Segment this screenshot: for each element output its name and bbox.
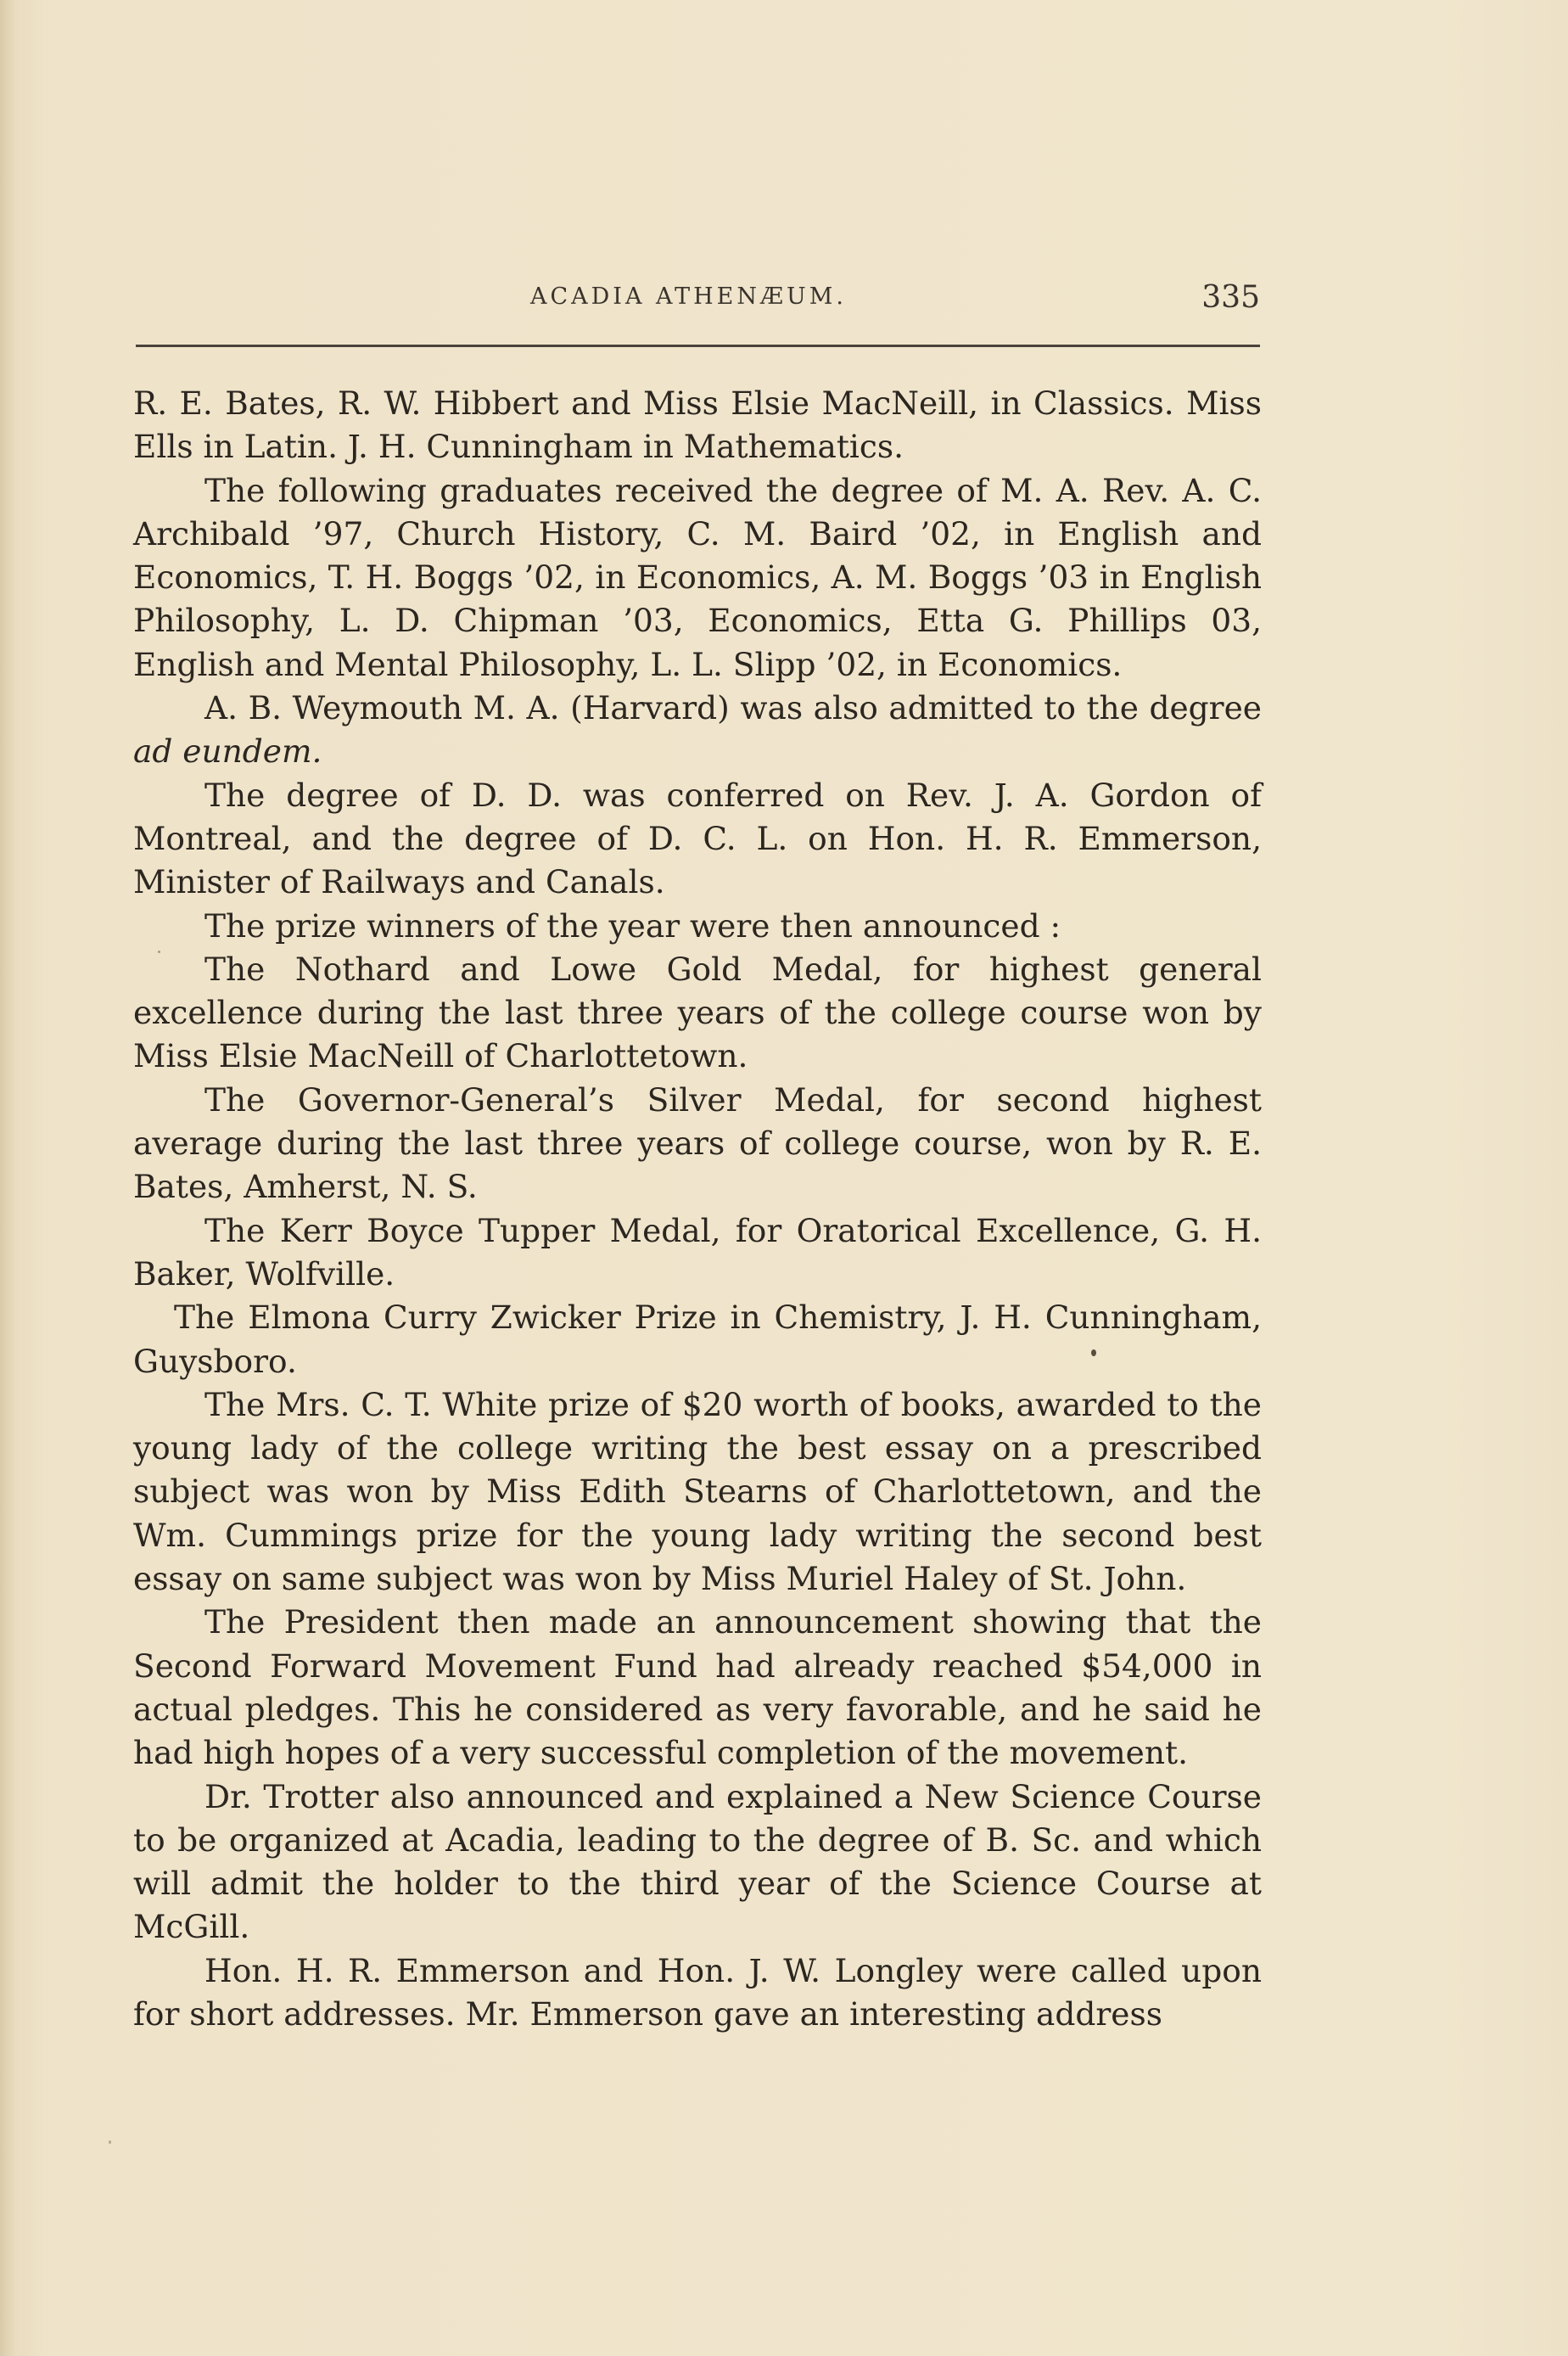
paragraph-tupper-medal: The Kerr Boyce Tupper Medal, for Oratorical Excellence, G. H. Baker, Wolfville.	[133, 1211, 1262, 1293]
body-text	[133, 382, 1262, 2036]
paragraph-white-prize: The Mrs. C. T. White prize of $20 worth of books, awarded to the young lady of the college writing the best essay on a prescribed subject was won by Miss Edith Stearns of Charlottetown, and the Wm. Cummings prize for the young lady writing the second best essay on same subject was won by Miss Muriel Haley of St. John.	[133, 1385, 1262, 1598]
paragraph-silver-medal: The Governor-General’s Silver Medal, for second highest average during the last three years of college course, won by R. E. Bates, Amherst, N. S.	[133, 1080, 1262, 1206]
paragraph-ma-degrees: The following graduates received the degree of M. A. Rev. A. C. Archibald ’97, Church History, C. M. Baird ’02, in English and Economics, T. H. Boggs ’02, in Economics, A. M. Boggs ’03 in English Philosophy, L. D. Chipman ’03, Economics, Etta G. Phillips 03, English and Mental Philosophy, L. L. Slipp ’02, in Economics.	[133, 471, 1262, 683]
page-header	[136, 280, 1260, 323]
ink-fleck	[158, 951, 160, 953]
paragraph-science-course: Dr. Trotter also announced and explained a New Science Course to be organized at Acadia, leading to the degree of B. Sc. and which will admit the holder to the third year of the Science Course at McGill.	[133, 1777, 1262, 1946]
ink-fleck	[1091, 1349, 1096, 1356]
paragraph-zwicker-prize: The Elmona Curry Zwicker Prize in Chemistry, J. H. Cunningham, Guysboro.	[133, 1299, 1262, 1380]
paragraph-honorary-degrees: The degree of D. D. was conferred on Rev. J. A. Gordon of Montreal, and the degree of D. C. L. on Hon. H. R. Emmerson, Minister of Railways and Canals.	[133, 776, 1262, 901]
page-number: 335	[1201, 280, 1260, 315]
ink-fleck	[109, 2140, 111, 2144]
paragraph-ad-eundem	[133, 687, 1262, 774]
paragraph-ad-eundem-text: A. B. Weymouth M. A. (Harvard) was also admitted to the degree	[204, 689, 1262, 727]
header-rule	[136, 345, 1260, 347]
paragraph-honours: R. E. Bates, R. W. Hibbert and Miss Elsie MacNeill, in Classics. Miss Ells in Latin. J. H. Cunningham in Mathematics.	[133, 384, 1262, 466]
paragraph-addresses: Hon. H. R. Emmerson and Hon. J. W. Longley were called upon for short addresses. Mr. Emmerson gave an interesting address	[133, 1951, 1262, 2033]
ad-eundem-italic: ad eundem.	[133, 732, 322, 771]
paragraph-forward-movement: The President then made an announcement showing that the Second Forward Movement Fund had already reached $54,000 in actual pledges. This he considered as very favorable, and he said he had high hopes of a very successful completion of the movement.	[133, 1603, 1262, 1772]
paragraph-gold-medal: The Nothard and Lowe Gold Medal, for highest general excellence during the last three years of the college course won by Miss Elsie MacNeill of Charlottetown.	[133, 950, 1262, 1075]
paragraph-prize-intro: The prize winners of the year were then announced :	[204, 906, 1061, 945]
running-title: ACADIA ATHENÆUM.	[530, 283, 847, 310]
